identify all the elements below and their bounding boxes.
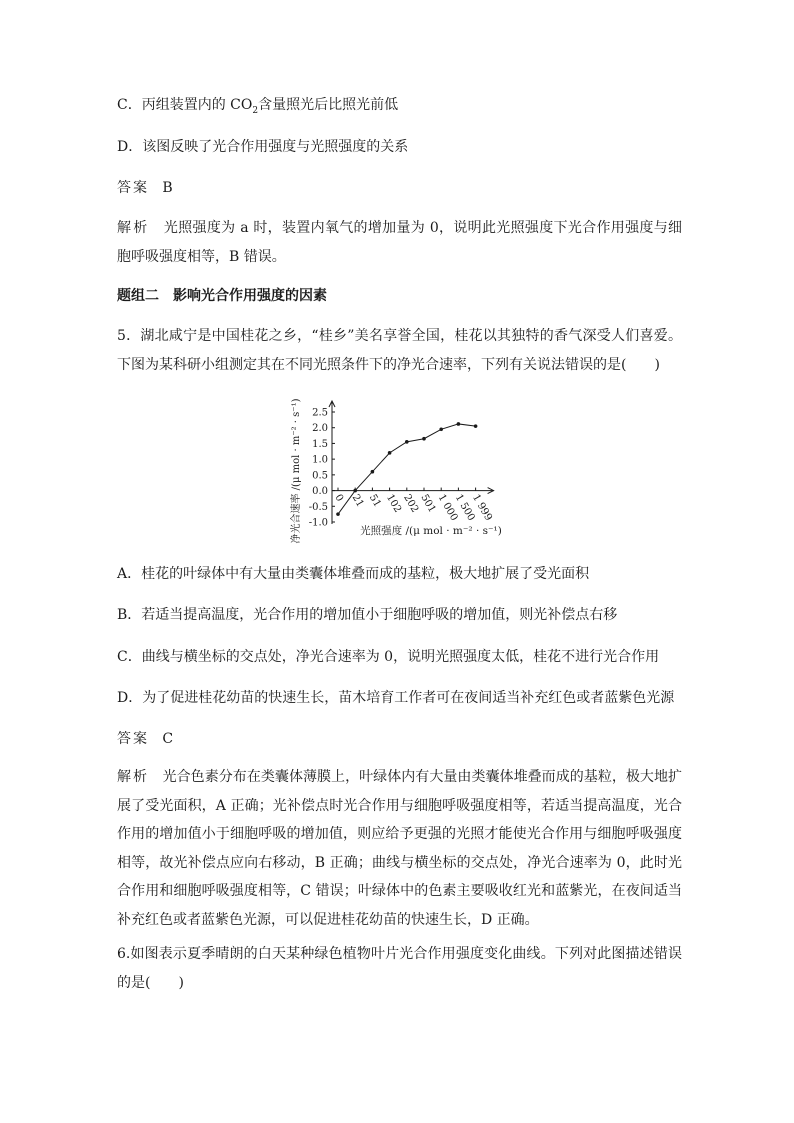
data-point [422, 437, 426, 441]
q4-analysis-text: 光照强度为 a 时，装置内氧气的增加量为 0，说明此光照强度下光合作用强度与细胞呼吸强度相等，B 错误。 [117, 220, 683, 265]
x-tick-label: 21 [349, 492, 366, 510]
y-tick-label: 1.0 [312, 454, 328, 466]
y-tick-label: 2.0 [312, 423, 328, 435]
data-point [371, 470, 375, 474]
q4-answer-value: B [162, 180, 173, 196]
q4-option-c-text: C．丙组装置内的 CO [117, 97, 253, 113]
y-tick-label: 2.5 [312, 407, 328, 419]
q5-stem: 5．湖北咸宁是中国桂花之乡，“桂乡”美名享誉全国，桂花以其独特的香气深受人们喜爱。下图为某科研小组测定其在不同光照条件下的净光合速率，下列有关说法错误的是( ) [117, 328, 682, 373]
y-tick-label: 1.5 [312, 438, 328, 450]
net-photosynthesis-chart [283, 394, 523, 544]
q5-answer-value: C [162, 731, 174, 747]
q6-stem: 6.如图表示夏季晴朗的白天某种绿色植物叶片光合作用强度变化曲线。下列对此图描述错误的是( ) [117, 946, 682, 991]
q4-option-d: D．该图反映了光合作用强度与光照强度的关系 [117, 139, 409, 155]
y-tick-label: 0.5 [312, 470, 328, 482]
q5-answer-label: 答案 [117, 731, 149, 747]
x-tick-label: 1 500 [452, 492, 477, 523]
x-axis-label: 光照强度 /(μ mol · m⁻² · s⁻¹) [360, 525, 502, 537]
data-point [474, 424, 478, 428]
data-point [439, 427, 443, 431]
q4-option-c-text-end: 含量照光后比照光前低 [258, 97, 399, 113]
y-tick-label: 0.0 [312, 486, 328, 498]
q5-option-b: B．若适当提高温度，光合作用的增加值小于细胞呼吸的增加值，则光补偿点右移 [117, 607, 618, 623]
x-tick-label: 0 [332, 492, 346, 504]
data-point [353, 489, 357, 493]
data-point [405, 440, 409, 444]
q5-option-d: D．为了促进桂花幼苗的快速生长，苗木培育工作者可在夜间适当补充红色或者蓝紫色光源 [117, 690, 675, 706]
q5-option-a: A．桂花的叶绿体中有大量由类囊体堆叠而成的基粒，极大地扩展了受光面积 [117, 566, 590, 582]
q5-analysis-label: 解析 [117, 769, 150, 785]
q4-option-c [117, 95, 398, 115]
q4-analysis [117, 214, 682, 271]
y-tick-label: -1.0 [308, 517, 328, 529]
q5-analysis [117, 763, 682, 934]
group-title: 题组二 影响光合作用强度的因素 [117, 288, 327, 304]
q5-answer [117, 729, 173, 749]
data-point [388, 451, 392, 455]
q4-option-c-subscript: 2 [252, 105, 259, 116]
data-point [336, 512, 340, 516]
q4-answer-label: 答案 [117, 180, 149, 196]
y-axis-label: 净光合速率 /(μ mol · m⁻² · s⁻¹) [291, 398, 302, 544]
x-tick-label: 51 [366, 492, 383, 510]
x-tick-label: 102 [384, 492, 404, 515]
x-tick-label: 501 [418, 492, 438, 515]
x-tick-label: 1 999 [470, 492, 494, 523]
q5-analysis-text: 光合色素分布在类囊体薄膜上，叶绿体内有大量由类囊体堆叠而成的基粒，极大地扩展了受光面积，A 正确；光补偿点时光合作用与细胞呼吸强度相等，若适当提高温度，光合作用的增加值小于细胞呼吸的增加值，则应给予更强的光照才能使光合作用与细胞呼吸强度相等，故光补偿点应向右移动，B 正确；曲线与横坐标的交点处，净光合速率为 0，此时光合作用和细胞呼吸强度相等，C 错误；叶绿体中的色素主要吸收红光和蓝紫光，在夜间适当补充红色或者蓝紫色光源，可以促进桂花幼苗的快速生长，D 正确。 [117, 769, 683, 928]
q4-answer [117, 178, 173, 198]
x-tick-label: 1 000 [435, 492, 460, 523]
q4-analysis-label: 解析 [117, 220, 150, 236]
x-tick-label: 202 [401, 492, 421, 515]
y-tick-label: -0.5 [308, 501, 328, 513]
data-point [457, 422, 461, 426]
q5-option-c: C．曲线与横坐标的交点处，净光合速率为 0，说明光照强度太低，桂花不进行光合作用 [117, 649, 660, 665]
chart-plot [289, 398, 502, 543]
